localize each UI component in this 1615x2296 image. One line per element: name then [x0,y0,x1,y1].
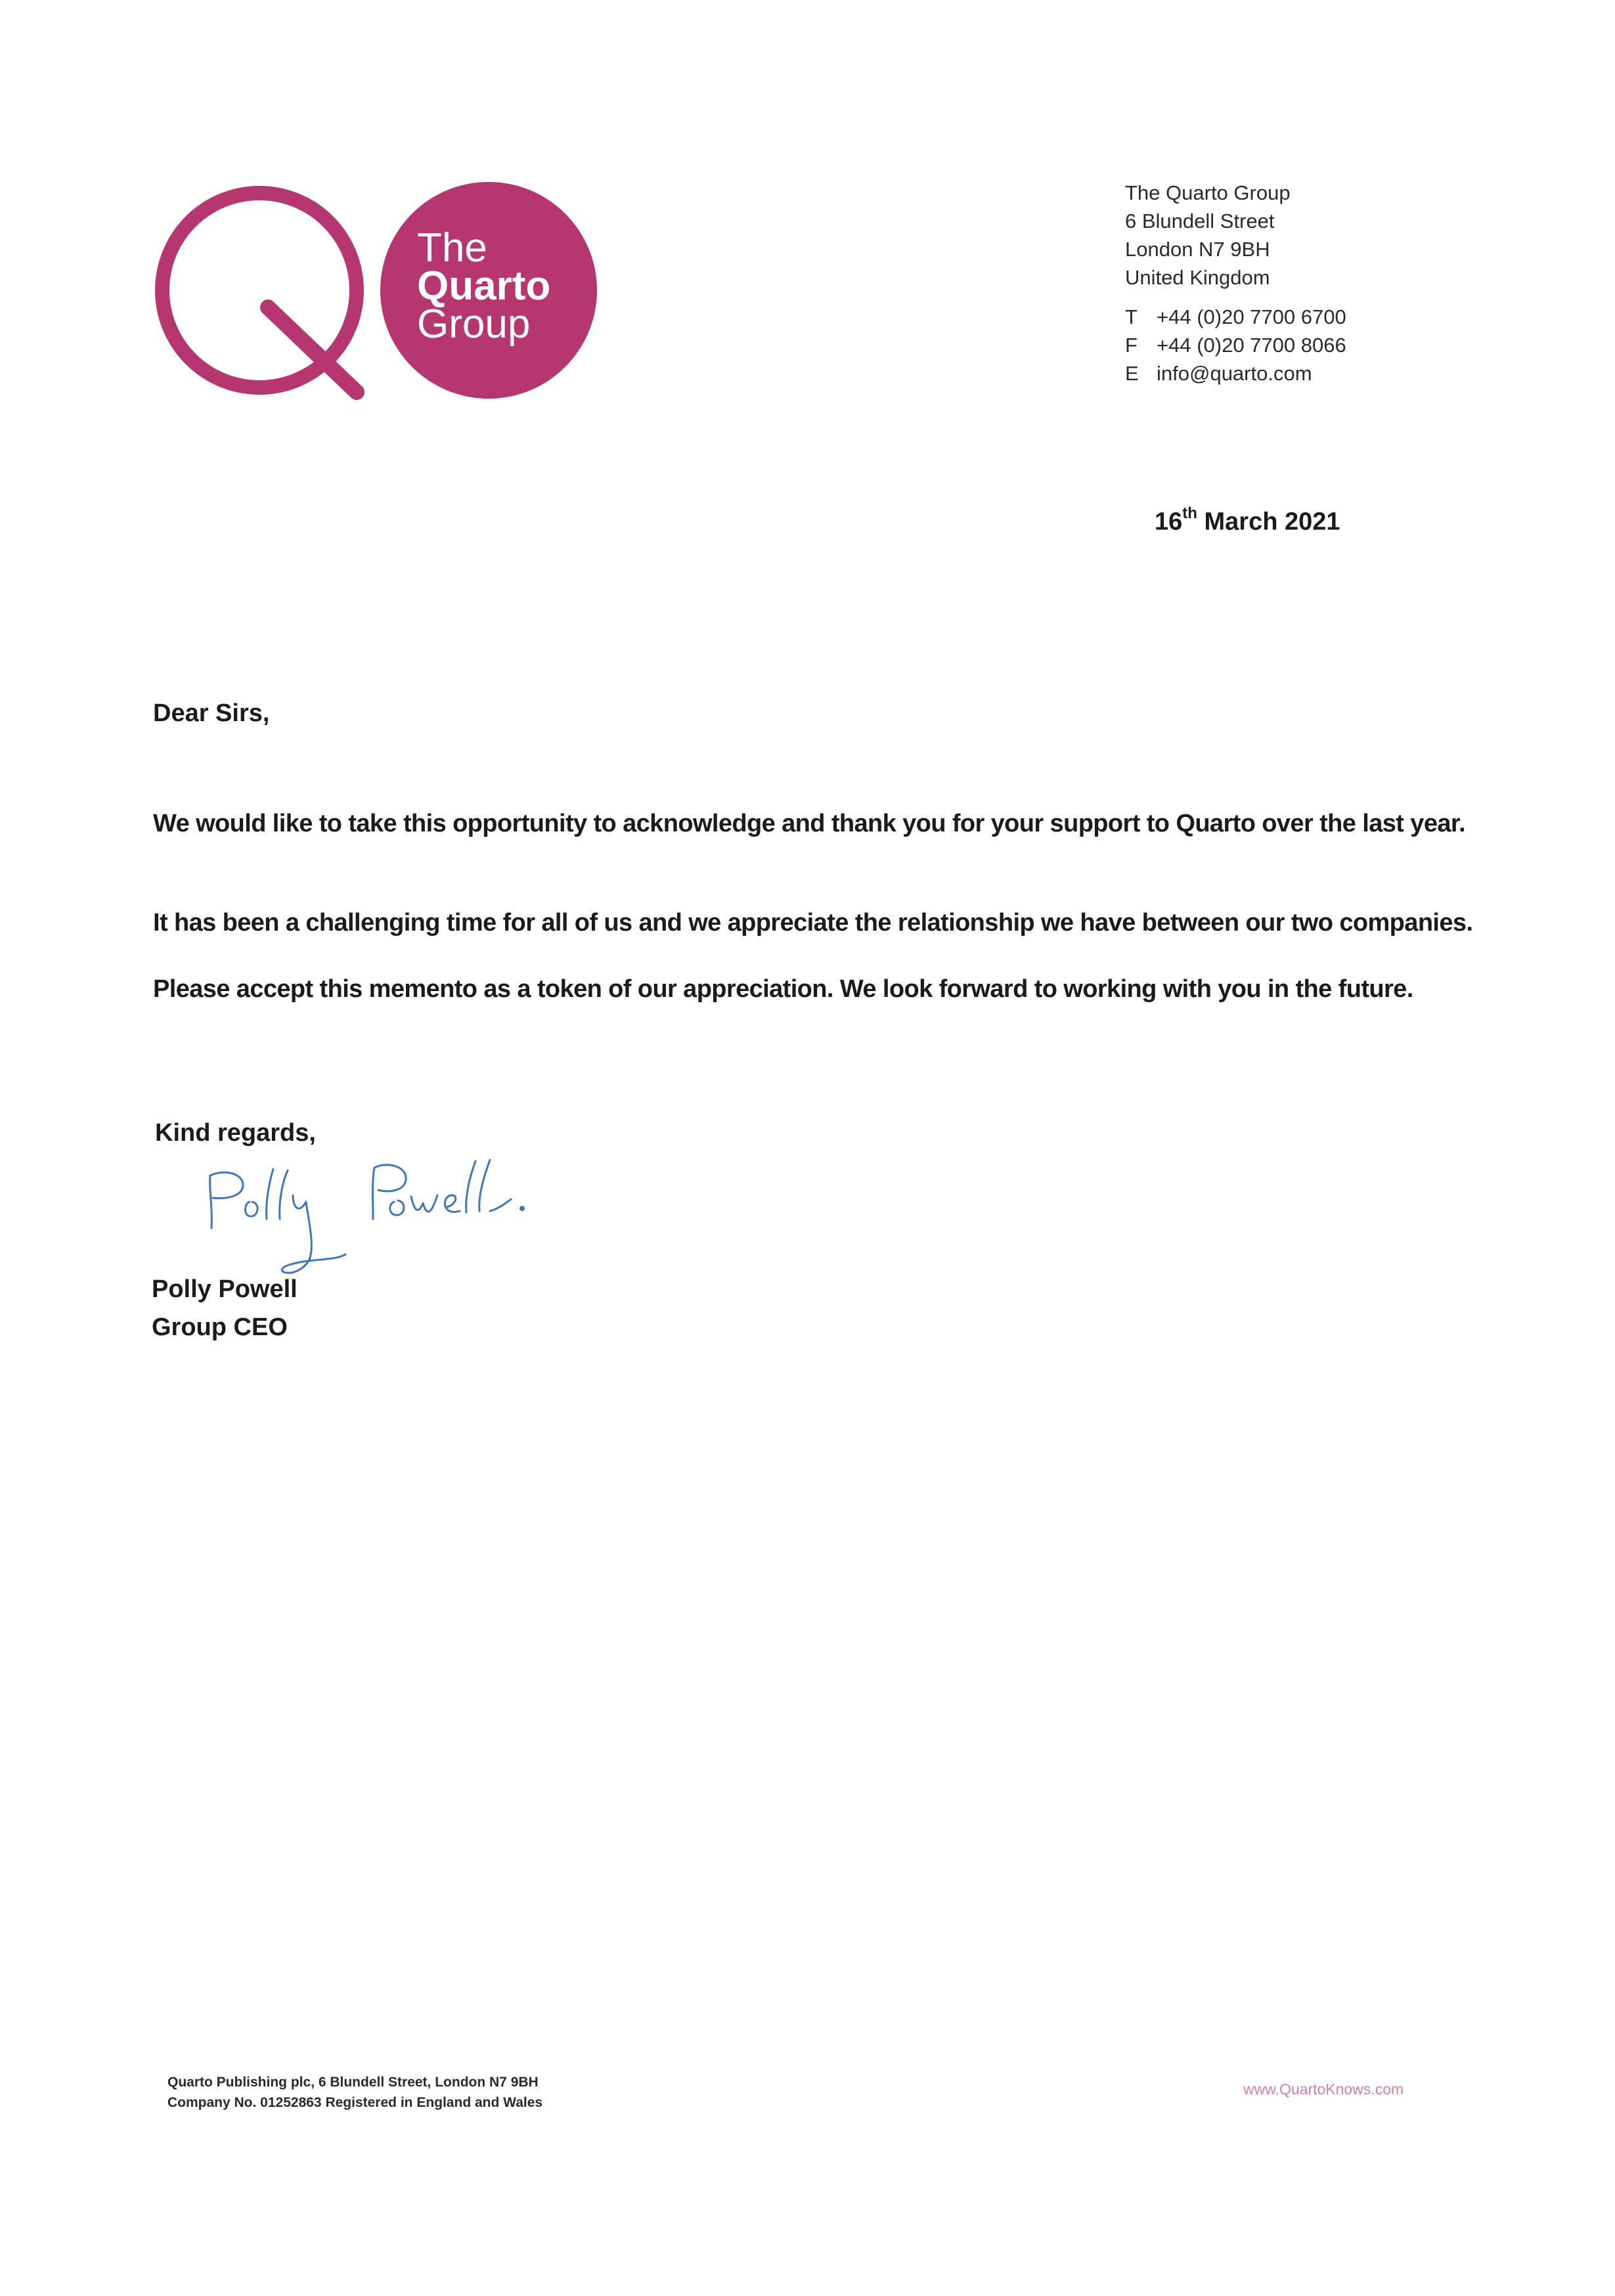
footer-company-info [167,2072,542,2113]
date-suffix: th [1182,504,1197,522]
address-line-country: United Kingdom [1125,266,1270,289]
contact-email-row [1125,359,1346,387]
letter-date [1155,504,1340,537]
logo-text-quarto: Quarto [417,263,551,309]
contact-phone-row [1125,303,1346,331]
logo-text-group: Group [417,301,531,347]
address-line-company: The Quarto Group [1125,181,1291,204]
contact-fax-row [1125,331,1346,359]
date-month-year: March 2021 [1204,508,1340,536]
fax-label: F [1125,334,1138,357]
logo-text-the: The [417,225,487,271]
handwritten-signature [197,1156,617,1294]
signer-title: Group CEO [152,1314,288,1341]
footer-website-link[interactable]: www.QuartoKnows.com [1243,2081,1404,2098]
phone-label: T [1125,305,1138,328]
sender-contact [1125,303,1346,387]
phone-number: +44 (0)20 7700 6700 [1157,305,1346,328]
paragraph-3: Please accept this memento as a token of our appreciation. We look forward to working with you in the future. [153,975,1413,1003]
quarto-logo [153,177,606,404]
address-line-city: London N7 9BH [1125,238,1270,261]
email-label: E [1125,362,1139,385]
date-day: 16 [1155,508,1183,536]
paragraph-2: It has been a challenging time for all of us and we appreciate the relationship we have between our two companies. [153,909,1473,937]
address-line-street: 6 Blundell Street [1125,210,1275,232]
quarto-logo-mark [153,177,606,404]
closing: Kind regards, [155,1119,316,1147]
paragraph-1: We would like to take this opportunity to acknowledge and thank you for your support to Quarto over the last year. [153,810,1465,837]
footer-line-2: Company No. 01252863 Registered in England and Wales [167,2095,543,2110]
fax-number: +44 (0)20 7700 8066 [1157,334,1346,357]
salutation: Dear Sirs, [153,699,270,727]
signature-drawing [197,1156,617,1294]
footer-line-1: Quarto Publishing plc, 6 Blundell Street, London N7 9BH [167,2075,539,2090]
email-address: info@quarto.com [1157,362,1312,385]
signer-name: Polly Powell [152,1275,298,1303]
sender-address [1125,179,1291,292]
